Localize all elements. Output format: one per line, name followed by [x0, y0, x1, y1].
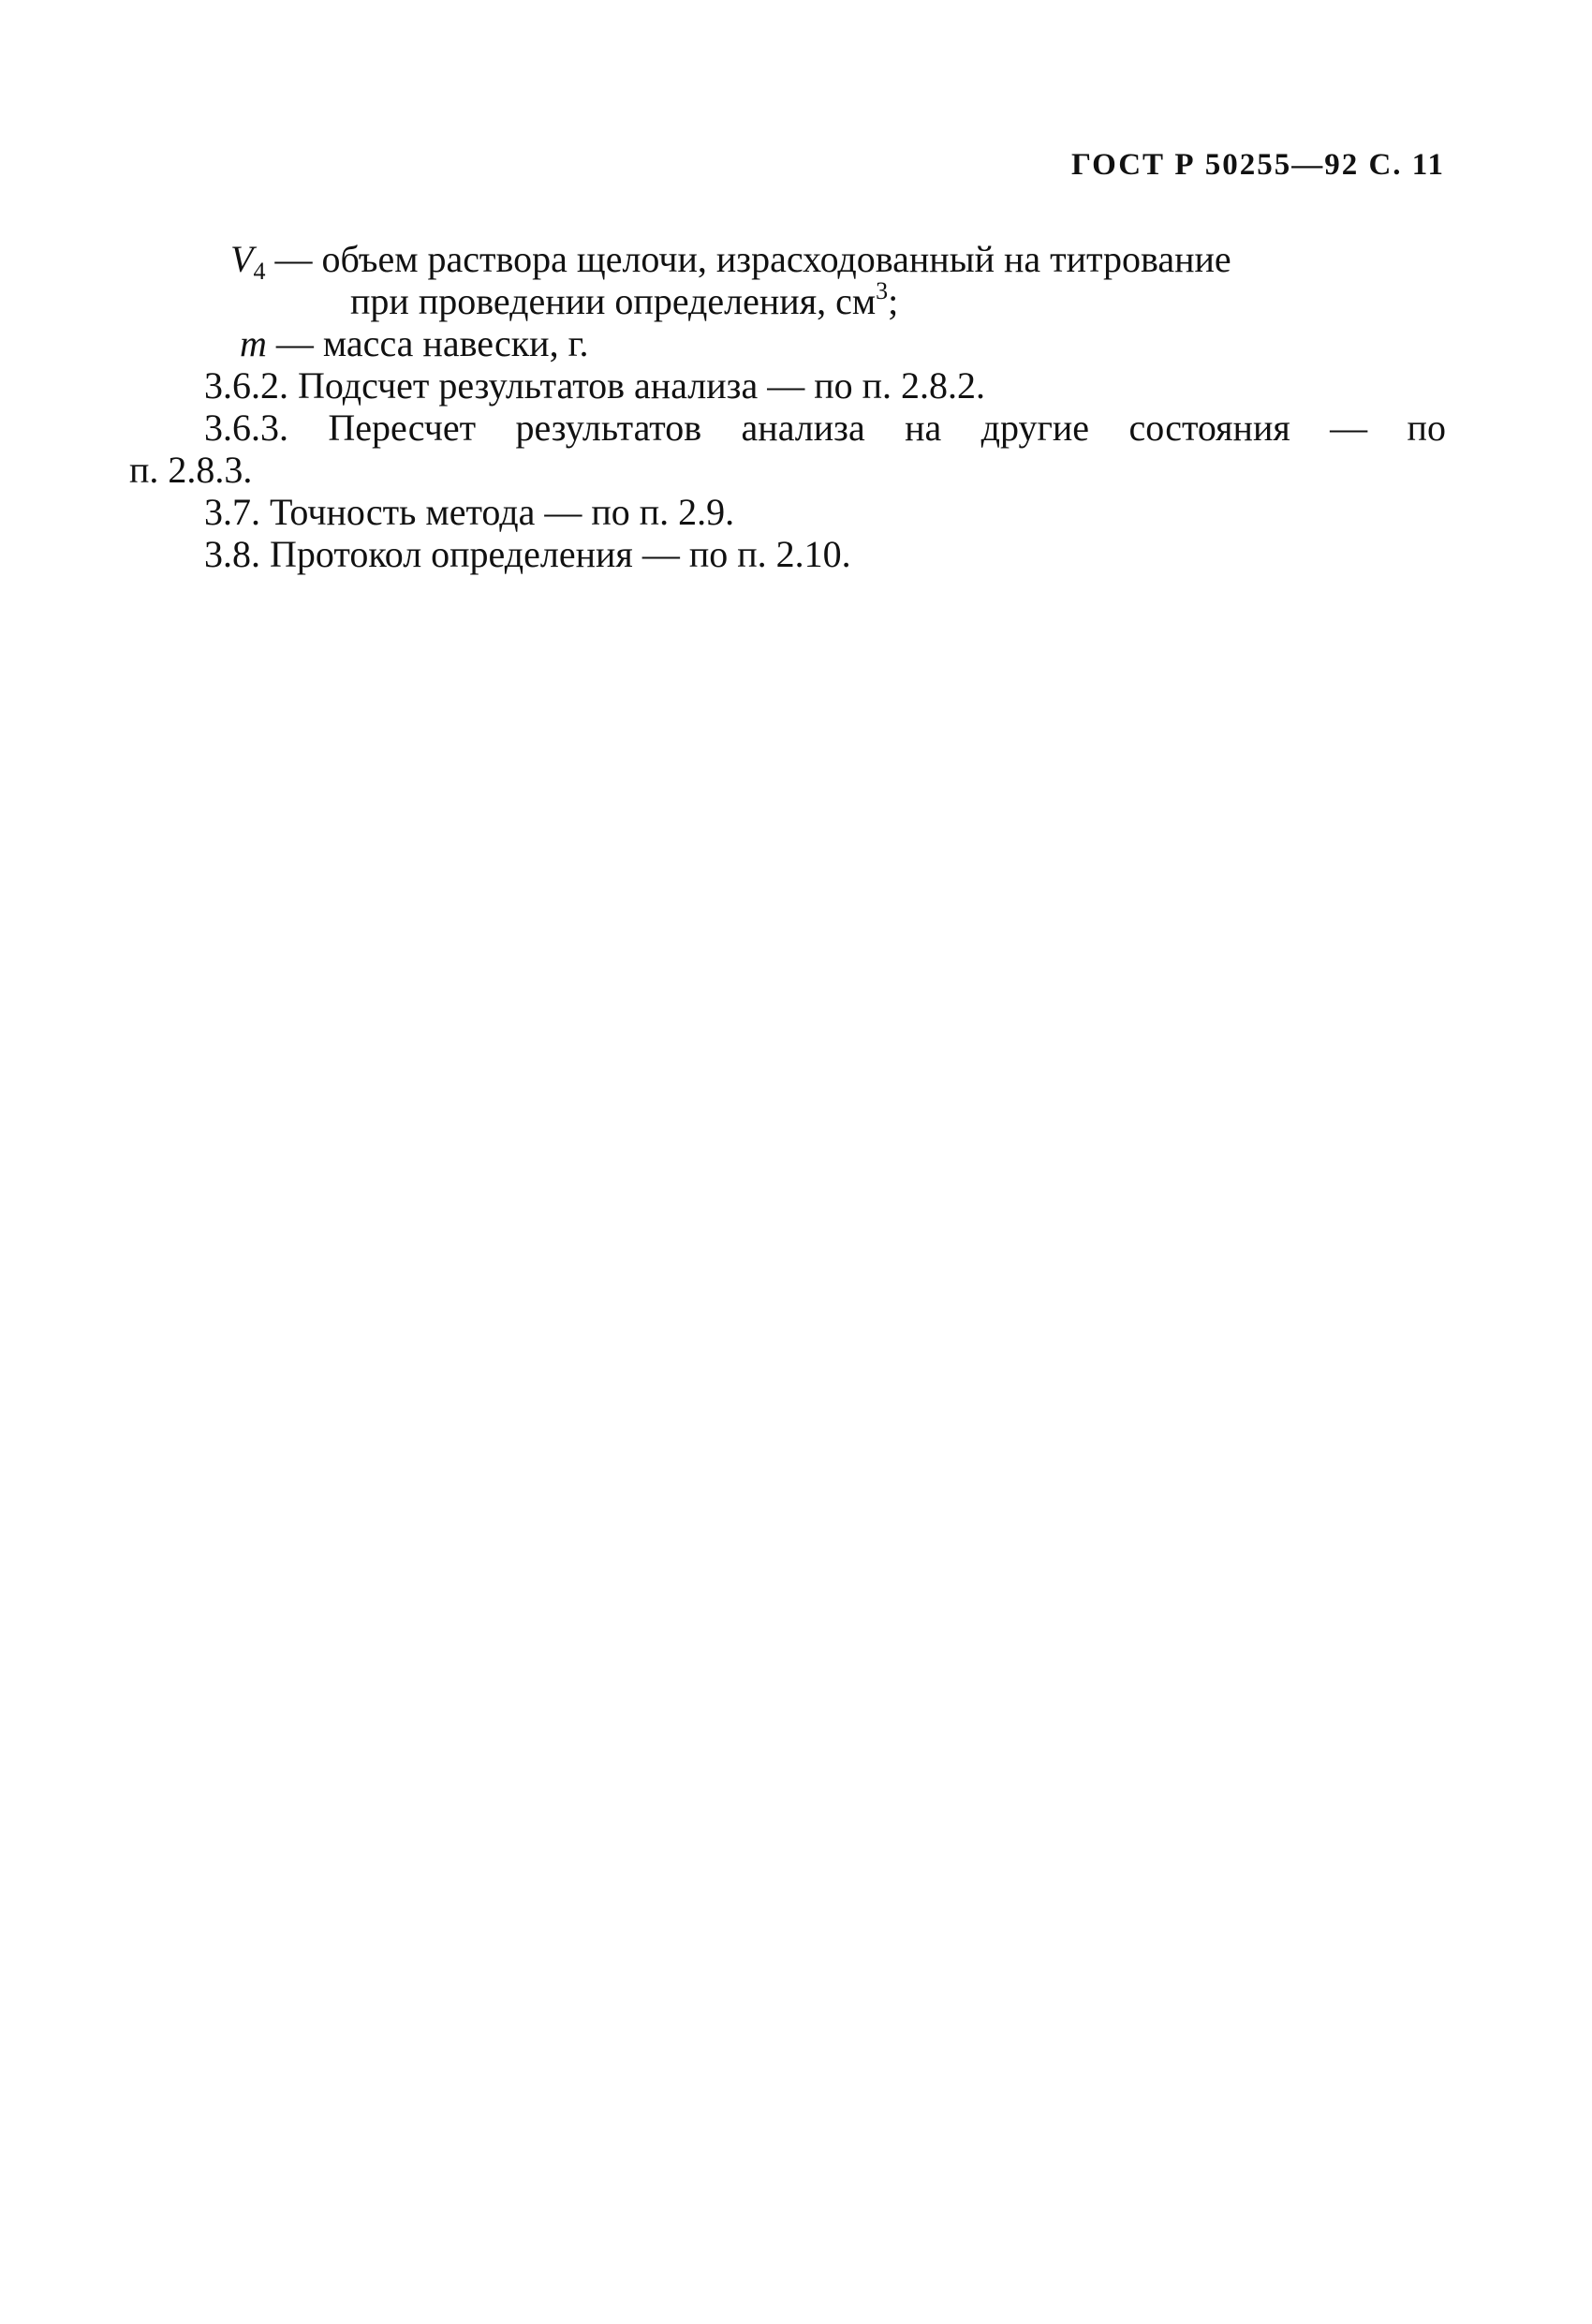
- clause-number: 3.8.: [204, 533, 260, 575]
- definition-suffix: ;: [888, 280, 899, 322]
- definition-text: — объем раствора щелочи, израсходованный на титрование: [274, 238, 1231, 280]
- definition-symbol: m: [240, 322, 267, 364]
- clause-word: состояния: [1128, 407, 1290, 449]
- clause-word: на: [905, 407, 942, 449]
- clause-3-7: [204, 491, 734, 534]
- clause-text: п. 2.8.3.: [129, 449, 253, 491]
- definition-subscript: 4: [253, 258, 266, 285]
- definition-m: [240, 322, 588, 365]
- clause-text: Протокол определения — по п. 2.10.: [270, 533, 851, 575]
- definition-v4-line1: [230, 238, 1231, 285]
- clause-word: анализа: [741, 407, 865, 449]
- clause-3-6-2: [204, 364, 985, 407]
- definition-superscript: 3: [876, 277, 889, 304]
- definition-text: — масса навески, г.: [275, 322, 589, 364]
- clause-3-6-3-line1: [204, 407, 1446, 450]
- definition-symbol: V: [230, 238, 254, 280]
- clause-number: 3.6.3.: [204, 407, 288, 449]
- clause-text: Точность метода — по п. 2.9.: [270, 491, 735, 533]
- clause-3-6-3-line2: [129, 449, 252, 492]
- page-header: ГОСТ Р 50255—92 С. 11: [1070, 148, 1445, 182]
- clause-number: 3.6.2.: [204, 364, 288, 407]
- clause-word: —: [1330, 407, 1368, 449]
- clause-word: результатов: [515, 407, 702, 449]
- clause-word: по: [1407, 407, 1446, 449]
- clause-text: Подсчет результатов анализа — по п. 2.8.2.: [298, 364, 986, 407]
- definition-text: при проведении определения, см: [350, 280, 877, 322]
- definition-v4-line2: [350, 277, 899, 323]
- clause-word: Пересчет: [328, 407, 477, 449]
- clause-word: другие: [980, 407, 1090, 449]
- clause-number: 3.7.: [204, 491, 260, 533]
- clause-3-8: [204, 533, 851, 576]
